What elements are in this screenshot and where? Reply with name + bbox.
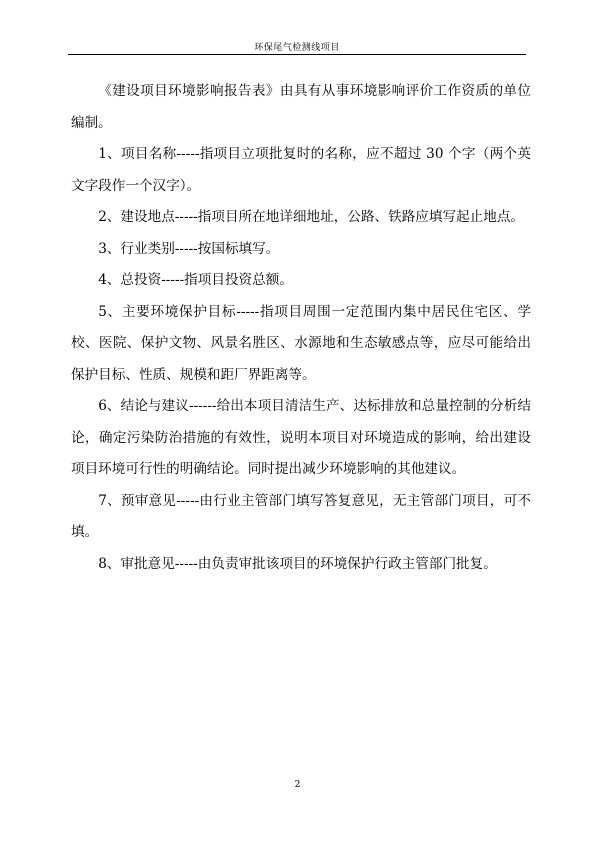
item-project-name: 1、项目名称-----指项目立项批复时的名称，应不超过 30 个字（两个英文字段作一个汉字）。 — [71, 146, 531, 194]
item-approval-opinion: 8、审批意见-----由负责审批该项目的环境保护行政主管部门批复。 — [98, 555, 497, 572]
document-body — [71, 76, 531, 580]
item-preliminary-review: 7、预审意见-----由行业主管部门填写答复意见，无主管部门项目，可不填。 — [71, 492, 531, 540]
item-conclusions: 6、结论与建议------给出本项目清洁生产、达标排放和总量控制的分析结论，确定污染防治措施的有效性，说明本项目对环境造成的影响，给出建设项目环境可行性的明确结论。同时提出减少环境影响的其他建议。 — [71, 398, 531, 477]
item-protection-targets: 5、主要环境保护目标-----指项目周围一定范围内集中居民住宅区、学校、医院、保护文物、风景名胜区、水源地和生态敏感点等，应尽可能给出保护目标、性质、规模和距厂界距离等。 — [71, 303, 531, 383]
header-rule — [68, 54, 526, 55]
page-number: 2 — [294, 780, 301, 790]
running-header: 环保尾气检测线项目 — [254, 43, 340, 53]
item-industry-category: 3、行业类别-----按国标填写。 — [98, 240, 280, 257]
item-construction-site: 2、建设地点-----指项目所在地详细地址，公路、铁路应填写起止地点。 — [98, 209, 525, 225]
intro-paragraph: 《建设项目环境影响报告表》由具有从事环境影响评价工作资质的单位编制。 — [71, 83, 531, 131]
item-total-investment: 4、总投资-----指项目投资总额。 — [98, 272, 293, 288]
